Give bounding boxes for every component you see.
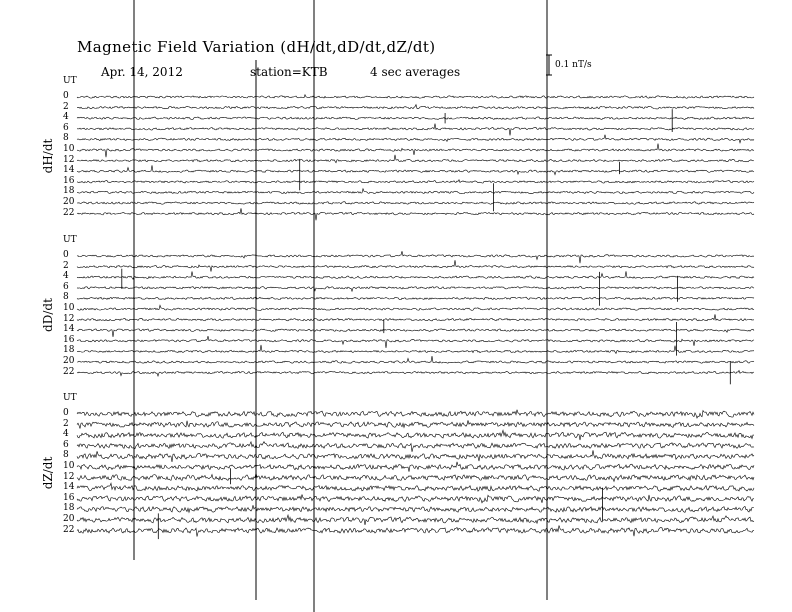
- trace-line: [77, 117, 754, 120]
- hour-tick-label: 22: [63, 207, 75, 218]
- hour-tick-label: 2: [63, 260, 69, 271]
- trace-line: [77, 105, 754, 109]
- station-label: station=KTB: [250, 65, 328, 79]
- hour-tick-label: 12: [63, 154, 75, 165]
- hour-tick-label: 6: [63, 122, 69, 133]
- panel-label: dZ/dt: [41, 457, 55, 490]
- trace-line: [77, 371, 754, 377]
- hour-tick-label: 12: [63, 313, 75, 324]
- trace-line: [77, 473, 754, 482]
- hour-tick-label: 12: [63, 471, 75, 482]
- trace-line: [77, 287, 754, 292]
- trace-line: [77, 336, 754, 348]
- trace-line: [77, 329, 754, 337]
- trace-line: [77, 430, 754, 440]
- trace-line: [77, 180, 754, 183]
- ut-label: UT: [63, 393, 77, 403]
- trace-line: [77, 305, 754, 310]
- hour-tick-label: 6: [63, 281, 69, 292]
- ut-label: UT: [63, 76, 77, 86]
- ut-label: UT: [63, 235, 77, 245]
- hour-tick-label: 10: [63, 461, 75, 471]
- averaging-label: 4 sec averages: [370, 65, 461, 79]
- trace-line: [77, 189, 754, 194]
- hour-tick-label: 8: [63, 133, 69, 144]
- hour-tick-label: 18: [63, 503, 75, 514]
- trace-line: [77, 505, 754, 512]
- trace-line: [77, 420, 754, 428]
- hour-tick-label: 8: [63, 292, 69, 303]
- hour-tick-label: 16: [63, 492, 75, 503]
- trace-line: [77, 202, 754, 205]
- hour-tick-label: 14: [63, 482, 75, 493]
- hour-tick-label: 10: [63, 303, 75, 313]
- hour-tick-label: 4: [63, 271, 69, 282]
- trace-line: [77, 462, 754, 472]
- trace-line: [77, 515, 754, 525]
- trace-line: [77, 135, 754, 143]
- hour-tick-label: 20: [63, 356, 75, 366]
- trace-line: [77, 442, 754, 452]
- chart-title: Magnetic Field Variation (dH/dt,dD/dt,dZ/dt): [77, 38, 436, 56]
- trace-line: [77, 95, 754, 99]
- trace-line: [77, 260, 754, 271]
- hour-tick-label: 14: [63, 165, 75, 176]
- trace-line: [77, 271, 754, 279]
- hour-tick-label: 16: [63, 175, 75, 186]
- panel-label: dH/dt: [41, 138, 55, 174]
- trace-line: [77, 208, 754, 220]
- trace-line: [77, 483, 754, 491]
- trace-line: [77, 165, 754, 174]
- trace-line: [77, 251, 754, 263]
- hour-tick-label: 16: [63, 334, 75, 345]
- hour-tick-label: 10: [63, 144, 75, 154]
- hour-tick-label: 0: [63, 91, 69, 101]
- hour-tick-label: 18: [63, 186, 75, 197]
- trace-line: [77, 356, 754, 363]
- hour-tick-label: 6: [63, 439, 69, 450]
- hour-tick-label: 22: [63, 366, 75, 377]
- hour-tick-label: 8: [63, 450, 69, 461]
- scale-bar-label: 0.1 nT/s: [555, 60, 592, 70]
- trace-line: [77, 494, 754, 502]
- hour-tick-label: 14: [63, 324, 75, 335]
- trace-line: [77, 525, 754, 536]
- hour-tick-label: 18: [63, 345, 75, 356]
- hour-tick-label: 22: [63, 524, 75, 535]
- trace-line: [77, 410, 754, 418]
- hour-tick-label: 2: [63, 101, 69, 112]
- hour-tick-label: 0: [63, 250, 69, 260]
- hour-tick-label: 0: [63, 408, 69, 418]
- trace-line: [77, 124, 754, 136]
- trace-line: [77, 345, 754, 353]
- trace-line: [77, 144, 754, 158]
- hour-tick-label: 20: [63, 514, 75, 524]
- date-label: Apr. 14, 2012: [101, 65, 183, 79]
- trace-line: [77, 296, 754, 299]
- hour-tick-label: 20: [63, 197, 75, 207]
- trace-line: [77, 314, 754, 321]
- hour-tick-label: 4: [63, 429, 69, 440]
- hour-tick-label: 2: [63, 418, 69, 429]
- trace-line: [77, 450, 754, 462]
- panel-label: dD/dt: [41, 298, 55, 333]
- trace-line: [77, 155, 754, 163]
- hour-tick-label: 4: [63, 112, 69, 123]
